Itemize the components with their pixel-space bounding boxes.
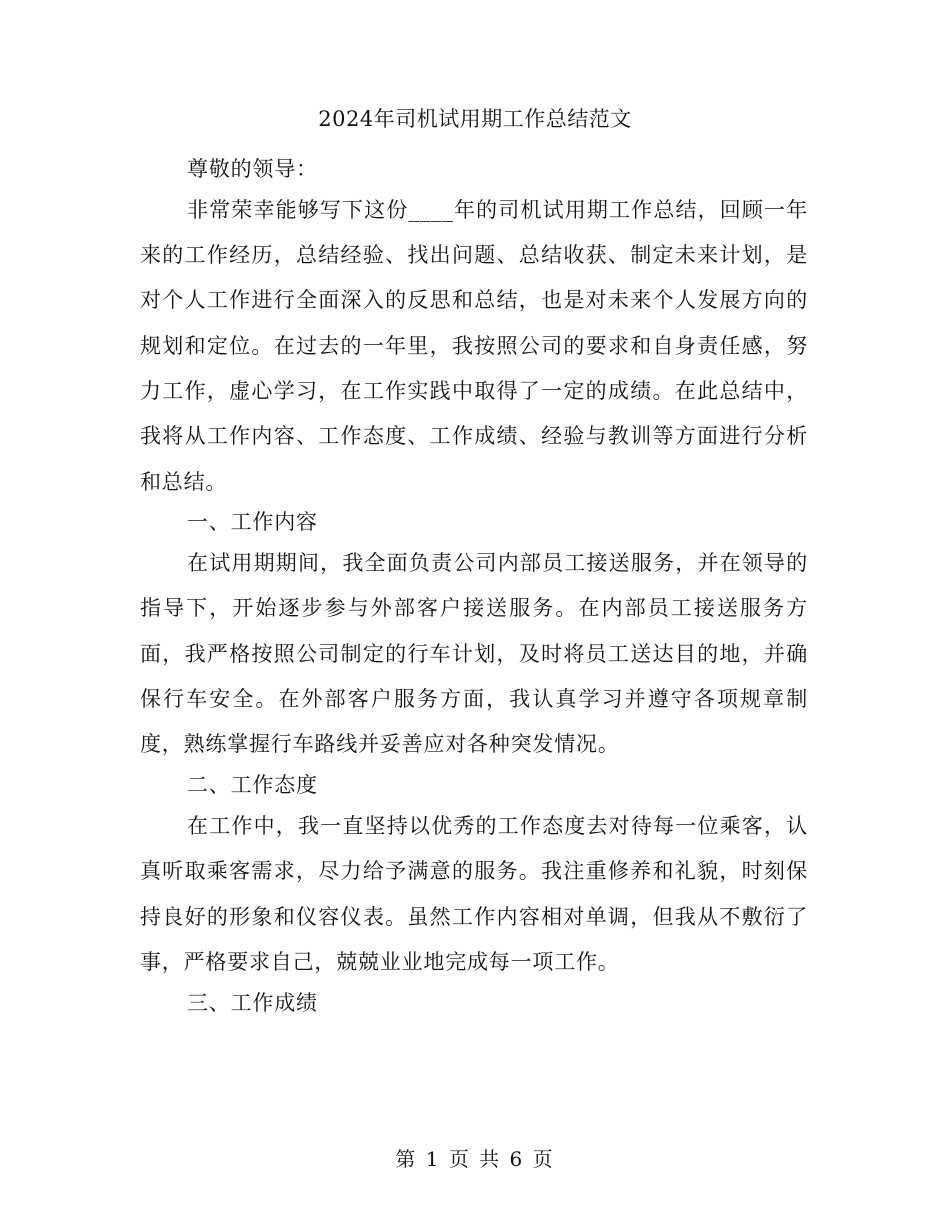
page-number-footer: 第 1 页 共 6 页 (395, 1147, 555, 1171)
section-text-work-content: 在试用期期间，我全面负责公司内部员工接送服务，并在领导的指导下，开始逐步参与外部客户接送服务。在内部员工接送服务方面，我严格按照公司制定的行车计划，及时将员工送达目的地，并确保行车安全。在外部客户服务方面，我认真学习并遵守各项规章制度，熟练掌握行车路线并妥善应对各种突发情况。 (140, 551, 808, 757)
document-body (140, 147, 808, 1021)
section-heading-work-content: 一、工作内容 (187, 510, 318, 535)
document-title: 2024年司机试用期工作总结范文 (318, 107, 632, 131)
salutation: 尊敬的领导： (187, 157, 318, 181)
intro-paragraph: 非常荣幸能够写下这份____年的司机试用期工作总结，回顾一年来的工作经历，总结经验、找出问题、总结收获、制定未来计划，是对个人工作进行全面深入的反思和总结，也是对未来个人发展方向的规划和定位。在过去的一年里，我按照公司的要求和自身责任感，努力工作，虚心学习，在工作实践中取得了一定的成绩。在此总结中，我将从工作内容、工作态度、工作成绩、经验与教训等方面进行分析和总结。 (140, 197, 808, 494)
section-heading-work-results: 三、工作成绩 (187, 990, 318, 1015)
section-heading-work-attitude: 二、工作态度 (187, 773, 318, 798)
section-text-work-attitude: 在工作中，我一直坚持以优秀的工作态度去对待每一位乘客，认真听取乘客需求，尽力给予满意的服务。我注重修养和礼貌，时刻保持良好的形象和仪容仪表。虽然工作内容相对单调，但我从不敷衍了事，严格要求自己，兢兢业业地完成每一项工作。 (140, 813, 808, 974)
